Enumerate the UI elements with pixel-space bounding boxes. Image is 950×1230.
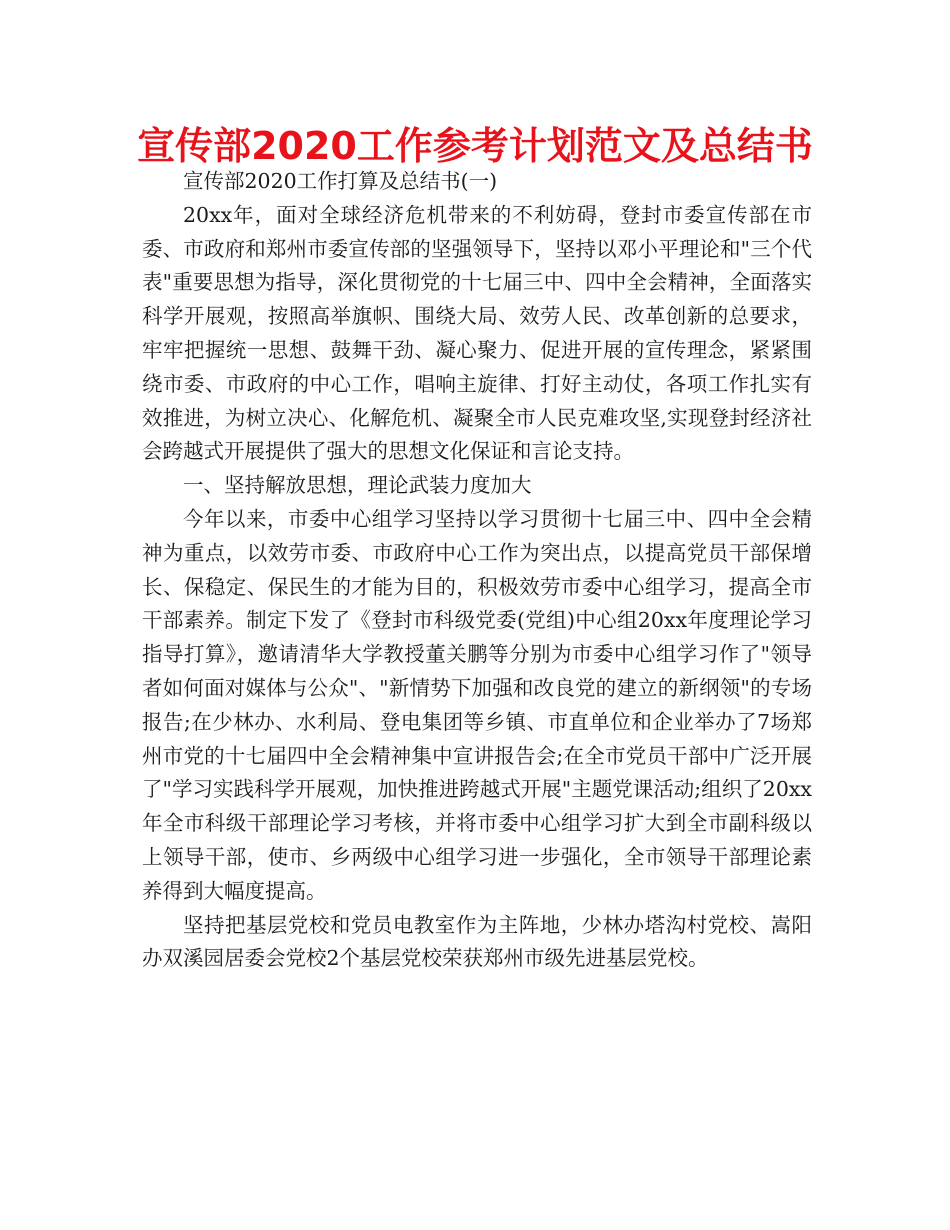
body-paragraph: 今年以来，市委中心组学习坚持以学习贯彻十七届三中、四中全会精神为重点，以效劳市委、市政府中心工作为突出点，以提高党员干部保增长、保稳定、保民生的才能为目的，积极效劳市委中心组学习，提高全市干部素养。制定下发了《登封市科级党委(党组)中心组20xx年度理论学习指导打算》，邀请清华大学教授董关鹏等分别为市委中心组学习作了"领导者如何面对媒体与公众"、"新情势下加强和改良党的建立的新纲领"的专场报告;在少林办、水利局、登电集团等乡镇、市直单位和企业举办了7场郑州市党的十七届四中全会精神集中宣讲报告会;在全市党员干部中广泛开展了"学习实践科学开展观，加快推进跨越式开展"主题党课活动;组织了20xx年全市科级干部理论学习考核，并将市委中心组学习扩大到全市副科级以上领导干部，使市、乡两级中心组学习进一步强化，全市领导干部理论素养得到大幅度提高。 bbox=[142, 506, 812, 903]
document-body bbox=[142, 165, 812, 976]
intro-paragraph: 20xx年，面对全球经济危机带来的不利妨碍，登封市委宣传部在市委、市政府和郑州市委宣传部的坚强领导下，坚持以邓小平理论和"三个代表"重要思想为指导，深化贯彻党的十七届三中、四中全会精神，全面落实科学开展观，按照高举旗帜、围绕大局、效劳人民、改革创新的总要求，牢牢把握统一思想、鼓舞干劲、凝心聚力、促进开展的宣传理念，紧紧围绕市委、市政府的中心工作，唱响主旋律、打好主动仗，各项工作扎实有效推进，为树立决心、化解危机、凝聚全市人民克难攻坚,实现登封经济社会跨越式开展提供了强大的思想文化保证和言论支持。 bbox=[142, 202, 812, 464]
section-heading: 一、坚持解放思想，理论武装力度加大 bbox=[183, 473, 532, 498]
body-paragraph: 坚持把基层党校和党员电教室作为主阵地，少林办塔沟村党校、嵩阳办双溪园居委会党校2个基层党校荣获郑州市级先进基层党校。 bbox=[142, 912, 812, 971]
subtitle-paragraph: 宣传部2020工作打算及总结书(一) bbox=[183, 169, 498, 193]
document-title: 宣传部2020工作参考计划范文及总结书 bbox=[137, 124, 813, 168]
